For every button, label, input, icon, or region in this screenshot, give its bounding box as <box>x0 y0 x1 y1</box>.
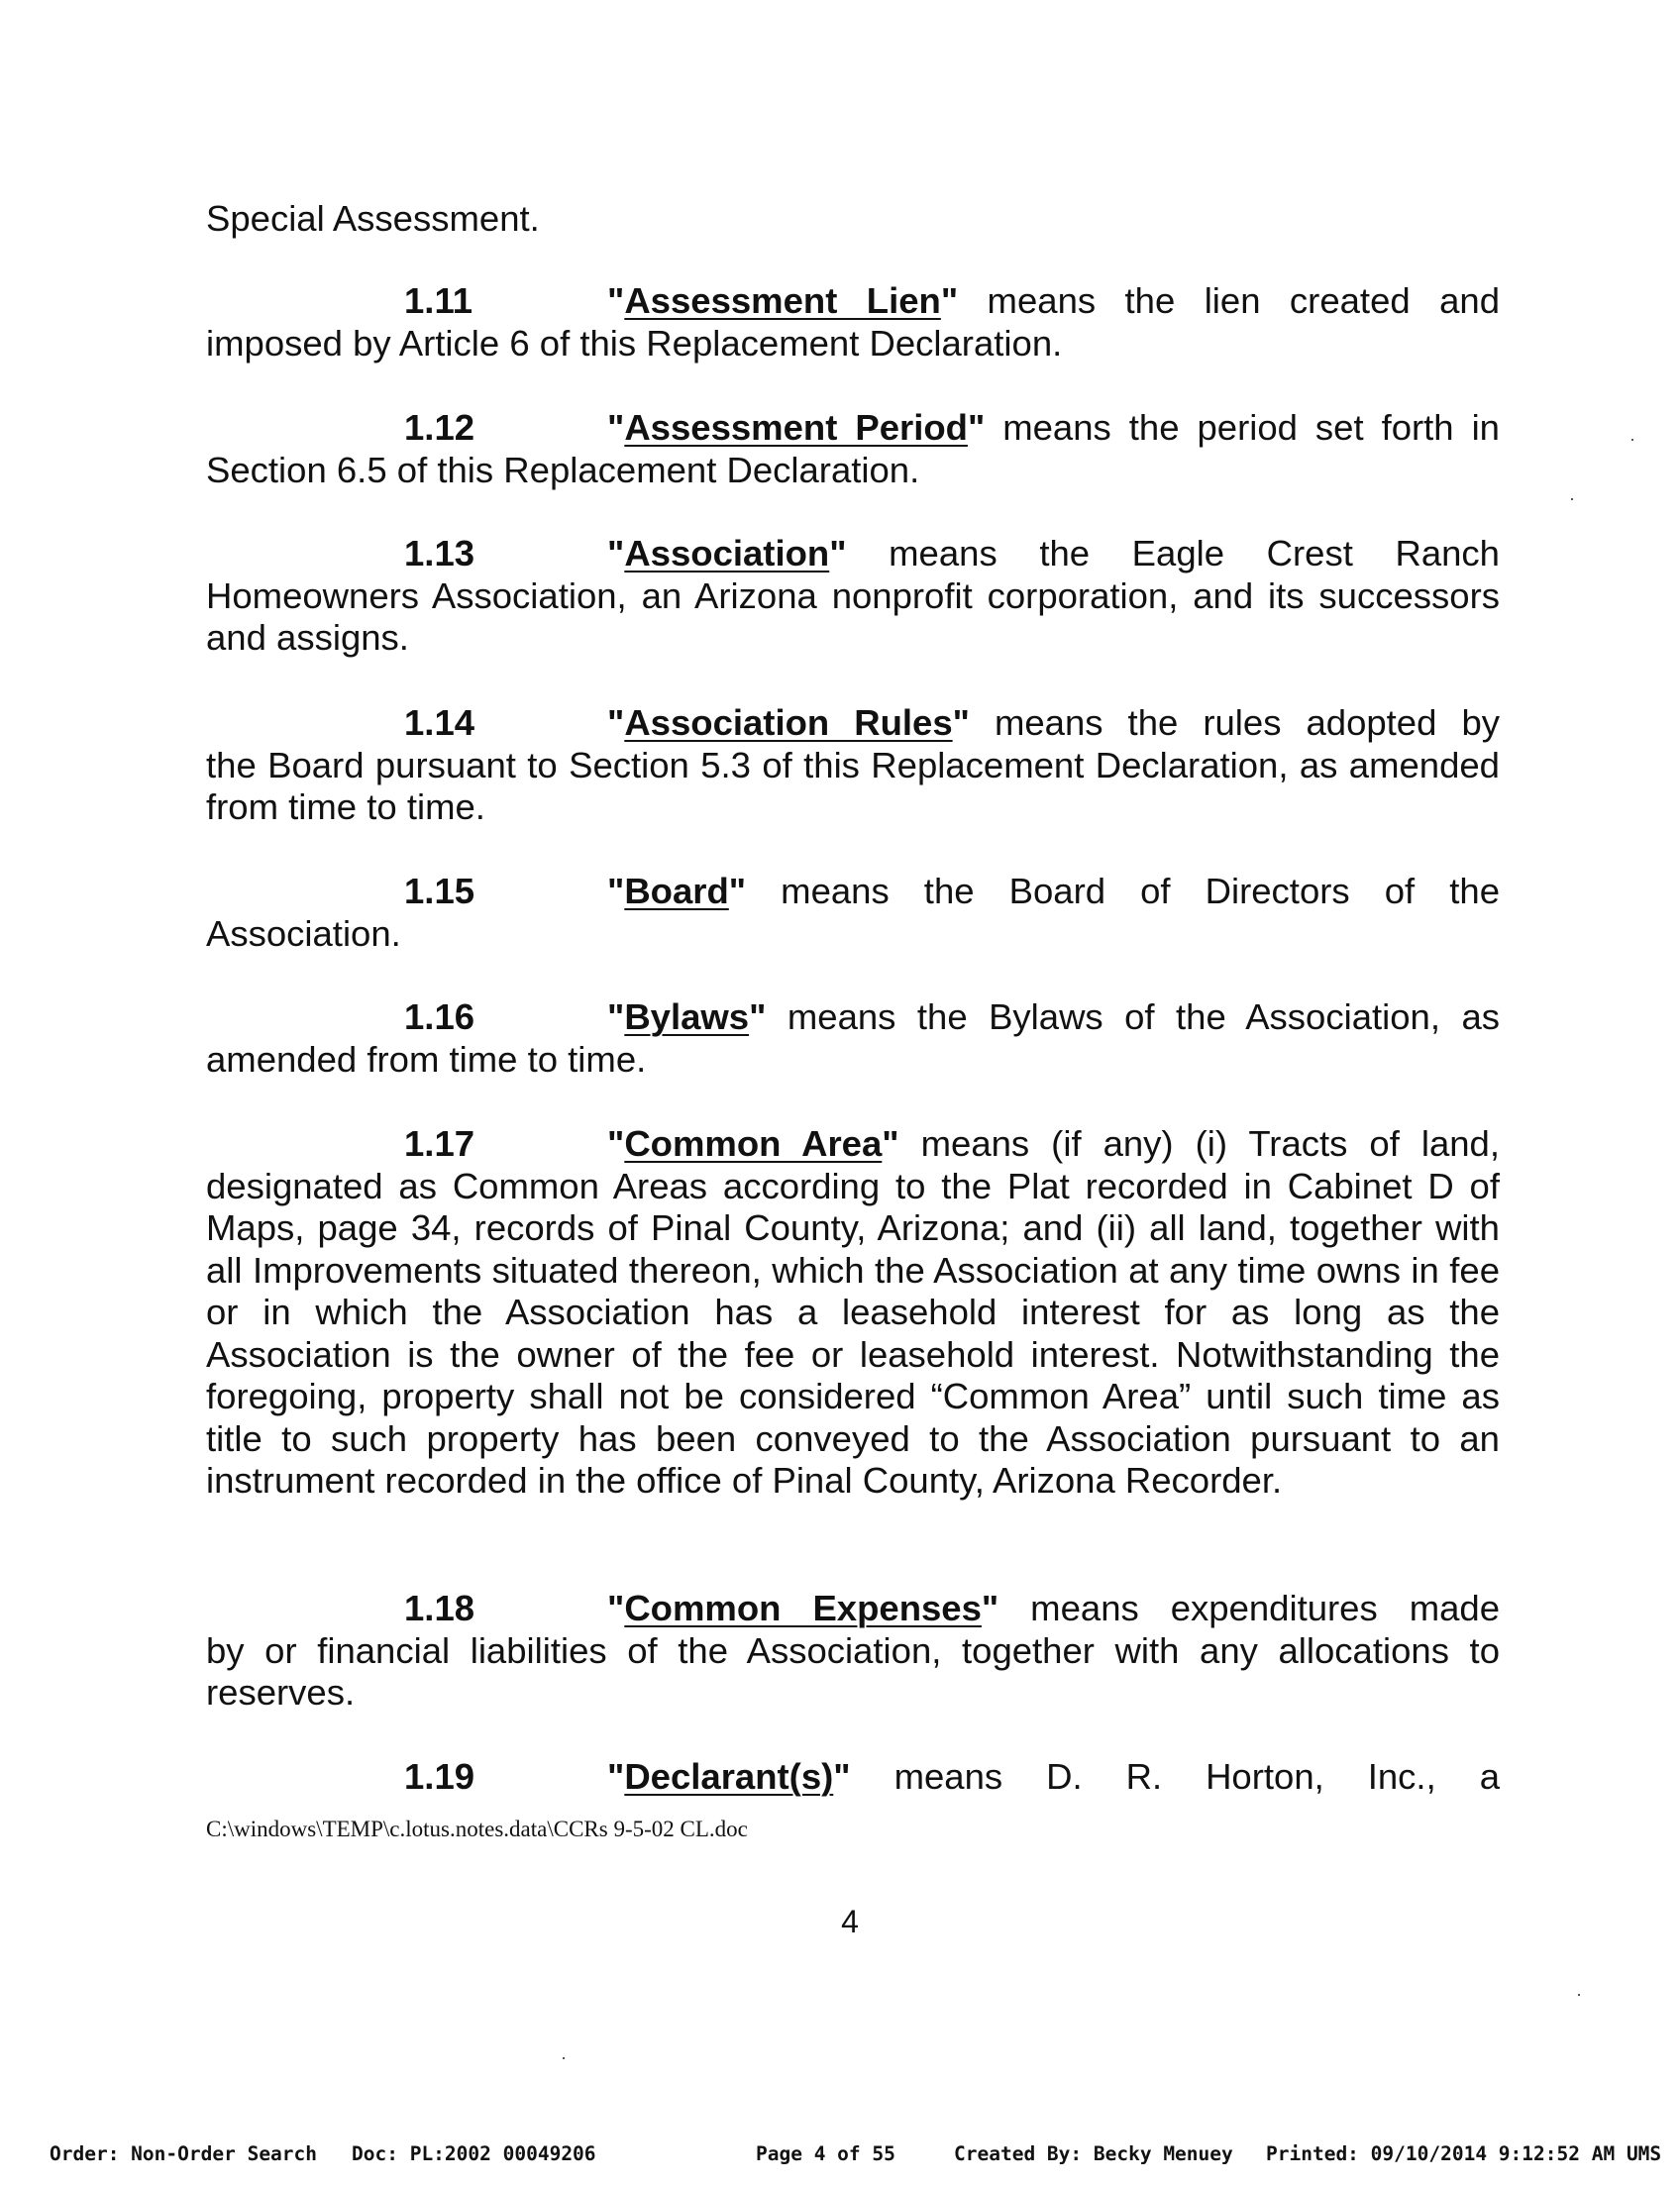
section-number: 1.12 <box>404 407 475 448</box>
defined-term: Association Rules <box>624 702 953 743</box>
defined-term: Assessment Lien <box>624 280 941 321</box>
definition-text-start: means the lien created and <box>958 280 1500 321</box>
footer-order: Order: Non-Order Search <box>50 2142 318 2165</box>
carryover-text: Special Assessment. <box>206 198 540 239</box>
definition-text: Homeowners Association, an Arizona nonprofit corporation, and its successors and assigns. <box>206 574 1500 658</box>
definition-text-start: means the Eagle Crest Ranch <box>846 533 1500 573</box>
definition-1-15: 1.15 "Board" means the Board of Directors of the Association. <box>206 871 1500 954</box>
footer-doc: Doc: PL:2002 00049206 <box>352 2142 596 2165</box>
defined-term: Declarant(s) <box>624 1756 834 1797</box>
page-number: 4 <box>841 1904 859 1939</box>
definition-text-start: means D. R. Horton, Inc., a <box>850 1756 1500 1797</box>
footer-printed: Printed: 09/10/2014 9:12:52 AM UMS <box>1266 2142 1662 2165</box>
definition-text-start: means (if any) (i) Tracts of land, <box>898 1123 1500 1164</box>
section-number: 1.16 <box>404 996 475 1037</box>
defined-term: Association <box>624 533 830 573</box>
scan-speck <box>1631 439 1633 441</box>
definition-text: Association. <box>206 912 401 954</box>
scan-speck <box>563 2057 565 2059</box>
section-number: 1.11 <box>404 280 473 321</box>
footer-created-by: Created By: Becky Menuey <box>954 2142 1233 2165</box>
section-number: 1.17 <box>404 1123 475 1164</box>
defined-term: Assessment Period <box>624 407 968 448</box>
definition-text: the Board pursuant to Section 5.3 of this Replacement Declaration, as amended from time to time. <box>206 744 1500 827</box>
definition-text-start: means expenditures made <box>998 1588 1501 1628</box>
section-number: 1.19 <box>404 1756 475 1797</box>
section-number: 1.13 <box>404 533 475 573</box>
file-path: C:\windows\TEMP\c.lotus.notes.data\CCRs 9-5-02 CL.doc <box>206 1817 748 1841</box>
definition-text: by or financial liabilities of the Association, together with any allocations to reserves. <box>206 1629 1500 1713</box>
definition-text-start: means the Bylaws of the Association, as <box>766 996 1500 1037</box>
print-footer <box>50 2142 1680 2172</box>
scan-speck <box>1578 1994 1580 1996</box>
definition-1-11: 1.11 "Assessment Lien" means the lien created and imposed by Article 6 of this Replacement Declaration. <box>206 280 1500 364</box>
footer-page: Page 4 of 55 <box>756 2142 895 2165</box>
definition-1-13: 1.13 "Association" means the Eagle Crest Ranch Homeowners Association, an Arizona nonprofit corporation, and its successors and assigns. <box>206 533 1500 658</box>
defined-term: Common Expenses <box>624 1588 982 1628</box>
defined-term: Bylaws <box>624 996 750 1037</box>
definition-text-start: means the rules adopted by <box>969 702 1500 743</box>
definition-text: designated as Common Areas according to the Plat recorded in Cabinet D of Maps, page 34, records of Pinal County, Arizona; and (ii) all land, together with all Improvements situated thereon, which the Association at any time owns in fee or in which the Association has a leasehold interest for as long as the Association is the owner of the fee or leasehold interest. Notwithstanding the foregoing, property shall not be considered “Common Area” until such time as title to such property has been conveyed to the Association pursuant to an instrument recorded in the office of Pinal County, Arizona Recorder. <box>206 1165 1500 1501</box>
definition-1-14: 1.14 "Association Rules" means the rules adopted by the Board pursuant to Section 5.3 of this Replacement Declaration, as amended from time to time. <box>206 702 1500 827</box>
definition-1-16: 1.16 "Bylaws" means the Bylaws of the Association, as amended from time to time. <box>206 996 1500 1080</box>
section-number: 1.14 <box>404 702 475 743</box>
defined-term: Common Area <box>624 1123 883 1164</box>
definition-1-12: 1.12 "Assessment Period" means the period set forth in Section 6.5 of this Replacement Declaration. <box>206 407 1500 490</box>
definition-text: amended from time to time. <box>206 1038 647 1080</box>
definition-1-19: 1.19 "Declarant(s)" means D. R. Horton, Inc., a <box>404 1756 1500 1797</box>
definition-1-17: 1.17 "Common Area" means (if any) (i) Tracts of land, designated as Common Areas according to the Plat recorded in Cabinet D of Maps, page 34, records of Pinal County, Arizona; and (ii) all land, together with all Improvements situated thereon, which the Association at any time owns in fee or in which the Association has a leasehold interest for as long as the Association is the owner of the fee or leasehold interest. Notwithstanding the foregoing, property shall not be considered “Common Area” until such time as title to such property has been conveyed to the Association pursuant to an instrument recorded in the office of Pinal County, Arizona Recorder. <box>206 1123 1500 1501</box>
section-number: 1.18 <box>404 1588 475 1628</box>
section-number: 1.15 <box>404 871 475 911</box>
definition-text-start: means the period set forth in <box>985 407 1500 448</box>
definition-text: imposed by Article 6 of this Replacement Declaration. <box>206 322 1063 364</box>
scan-speck <box>1571 498 1573 500</box>
definition-text-start: means the Board of Directors of the <box>746 871 1500 911</box>
definition-text: Section 6.5 of this Replacement Declaration. <box>206 449 920 490</box>
definition-1-18: 1.18 "Common Expenses" means expenditures made by or financial liabilities of the Association, together with any allocations to reserves. <box>206 1588 1501 1713</box>
defined-term: Board <box>624 871 729 911</box>
